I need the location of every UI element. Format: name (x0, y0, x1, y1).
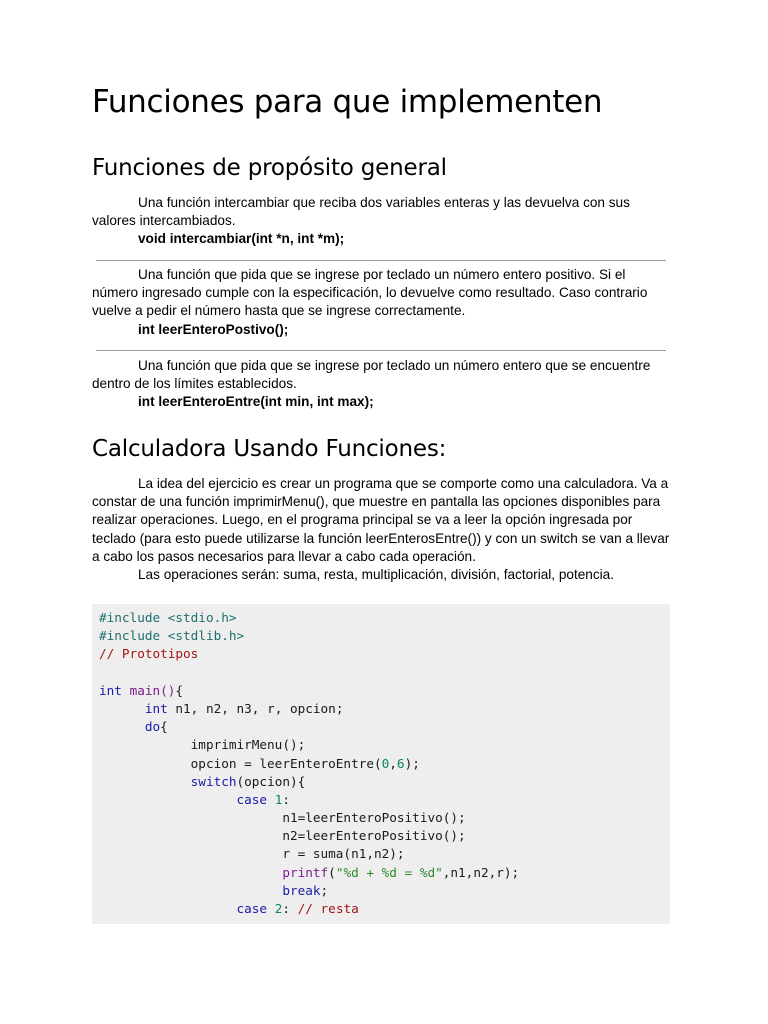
code-line: break; (282, 882, 329, 898)
function-description: Una función que pida que se ingrese por teclado un número entero positivo. Si el número ingresado cumple con la especificación, lo devuelve como resultado. Caso contrario vuelve a pedir el número hasta que se ingrese correctamente. (92, 267, 648, 319)
code-line: r = suma(n1,n2); (99, 846, 405, 862)
code-line (99, 664, 670, 682)
code-line: // Prototipos (99, 646, 199, 662)
divider (96, 350, 666, 351)
code-line: imprimirMenu(); (99, 737, 306, 753)
page-title: Funciones para que implementen (92, 84, 603, 120)
code-line: #include <stdlib.h> (99, 628, 245, 644)
function-item-intercambiar (92, 194, 670, 249)
section-heading-calculadora: Calculadora Usando Funciones: (92, 436, 447, 462)
code-line: case 1: (236, 791, 290, 807)
function-description: Una función intercambiar que reciba dos variables enteras y las devuelva con sus valores intercambiados. (92, 195, 630, 229)
code-line: int n1, n2, n3, r, opcion; (144, 700, 344, 716)
code-line: printf("%d + %d = %d",n1,n2,r); (282, 864, 520, 880)
section-heading-general: Funciones de propósito general (92, 155, 447, 181)
code-line: n1=leerEnteroPositivo(); (99, 810, 466, 826)
code-block (92, 604, 670, 924)
function-signature: void intercambiar(int *n, int *m); (138, 231, 345, 247)
exercise-paragraph: La idea del ejercicio es crear un programa que se comporte como una calculadora. Va a constar de una función imprimirMenu(), que muestre en pantalla las opciones disponibles para realizar operaciones. Luego, en el programa principal se va a leer la opción ingresada por teclado (para esto puede utilizarse la función leerEnterosEntre()) y con un switch se van a llevar a cabo los pasos necesarios para llevar a cabo cada operación. (92, 476, 670, 564)
divider (96, 260, 666, 261)
code-line: int main(){ (99, 682, 184, 698)
code-line: switch(opcion){ (190, 773, 306, 789)
function-signature: int leerEnteroEntre(int min, int max); (138, 394, 374, 410)
function-signature: int leerEnteroPostivo(); (138, 321, 289, 337)
code-line: n2=leerEnteroPositivo(); (99, 828, 466, 844)
code-line: #include <stdio.h> (99, 610, 237, 625)
function-item-leer-entero-positivo (92, 266, 670, 339)
calculadora-description (92, 475, 670, 584)
function-description: Una función que pida que se ingrese por teclado un número entero que se encuentre dentro de los límites establecidos. (92, 358, 651, 392)
code-line: case 2: // resta (236, 901, 359, 916)
code-line: opcion = leerEnteroEntre(0,6); (99, 755, 420, 771)
code-line: do{ (144, 719, 168, 735)
operations-paragraph: Las operaciones serán: suma, resta, multiplicación, división, factorial, potencia. (138, 567, 615, 583)
function-item-leer-entero-entre (92, 357, 670, 412)
